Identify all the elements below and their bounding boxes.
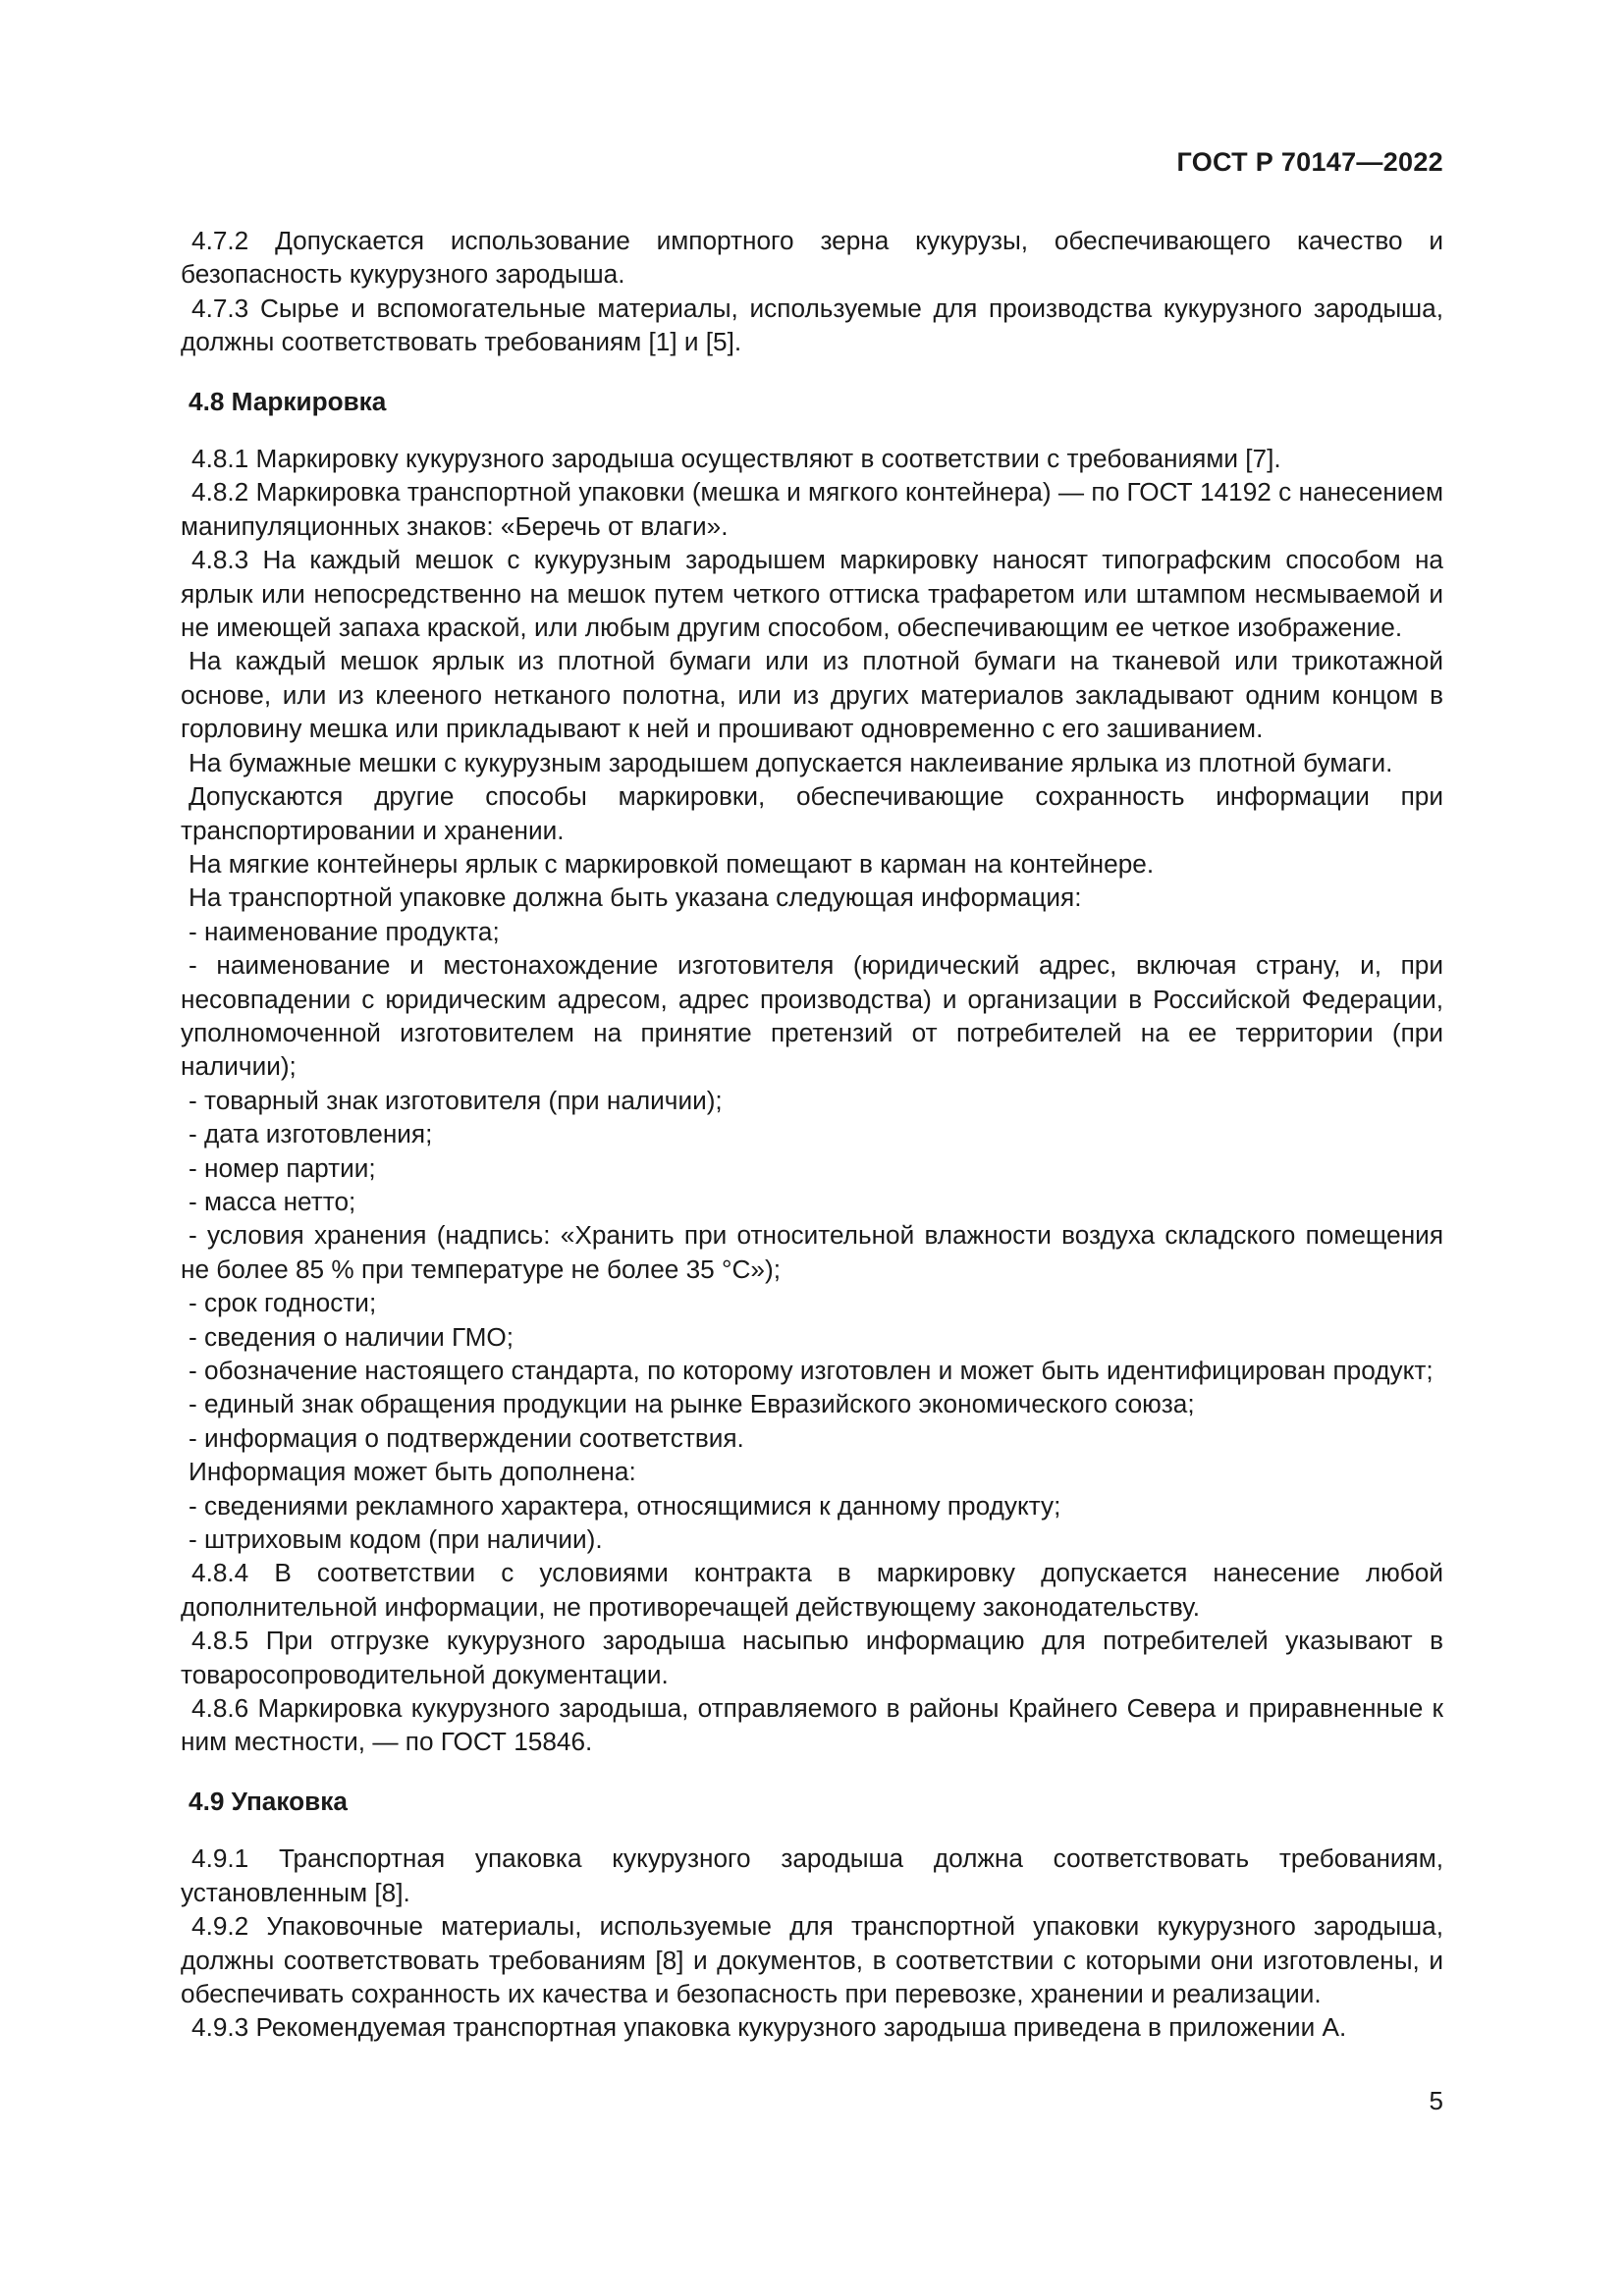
paragraph: Допускаются другие способы маркировки, обеспечивающие сохранность информации при транспортировании и хранении. [181, 781, 1443, 845]
paragraph: Информация может быть дополнена: [189, 1457, 636, 1487]
list-item: - единый знак обращения продукции на рынке Евразийского экономического союза; [189, 1389, 1195, 1419]
list-item: - наименование и местонахождение изготовителя (юридический адрес, включая страну, и, при несовпадении с юридическим адресом, адрес производства) и организации в Российской Федерации, уполномоченной изготовителем на принятие претензий от потребителей на ее территории (при наличии); [181, 950, 1443, 1082]
clause-4-8-6: 4.8.6 Маркировка кукурузного зародыша, отправляемого в районы Крайнего Севера и приравненные к ним местности, — по ГОСТ 15846. [181, 1693, 1443, 1757]
clause-4-7-2: 4.7.2 Допускается использование импортного зерна кукурузы, обеспечивающего качество и безопасность кукурузного зародыша. [181, 226, 1443, 290]
list-item: - обозначение настоящего стандарта, по которому изготовлен и может быть идентифицирован продукт; [189, 1356, 1434, 1385]
list-item: - условия хранения (надпись: «Хранить при относительной влажности воздуха складского помещения не более 85 % при температуре не более 35 °С»); [181, 1220, 1443, 1284]
clause-4-8-3: 4.8.3 На каждый мешок с кукурузным зародышем маркировку наносят типографским способом на ярлык или непосредственно на мешок путем четкого оттиска трафаретом или штампом несмываемой и не имеющей запаха краской, или любым другим способом, обеспечивающим ее четкое изображение. [181, 545, 1443, 643]
paragraph: На каждый мешок ярлык из плотной бумаги или из плотной бумаги на тканевой или трикотажной основе, или из клееного нетканого полотна, или из других материалов закладывают одним концом в горловину мешка или прикладывают к ней и прошивают одновременно с его зашиванием. [181, 646, 1443, 744]
paragraph: На бумажные мешки с кукурузным зародышем допускается наклеивание ярлыка из плотной бумаги. [189, 747, 1393, 777]
list-item: - масса нетто; [189, 1186, 356, 1216]
section-heading-4-8: 4.8 Маркировка [189, 386, 387, 416]
clause-4-8-5: 4.8.5 При отгрузке кукурузного зародыша насыпью информацию для потребителей указывают в товаросопроводительной документации. [181, 1626, 1443, 1689]
page-content [181, 224, 1443, 2045]
list-item: - информация о подтверждении соответствия. [189, 1422, 744, 1453]
section-heading-4-9: 4.9 Упаковка [189, 1786, 348, 1816]
clause-4-9-1: 4.9.1 Транспортная упаковка кукурузного зародыша должна соответствовать требованиям, установленным [8]. [181, 1843, 1443, 1907]
clause-4-8-4: 4.8.4 В соответствии с условиями контракта в маркировку допускается нанесение любой дополнительной информации, не противоречащей действующему законодательству. [181, 1558, 1443, 1622]
list-item: - сведения о наличии ГМО; [189, 1321, 514, 1352]
clause-4-8-1: 4.8.1 Маркировку кукурузного зародыша осуществляют в соответствии с требованиями [7]. [191, 444, 1281, 474]
list-item: - сведениями рекламного характера, относящимися к данному продукту; [189, 1490, 1061, 1521]
list-item: - товарный знак изготовителя (при наличии); [189, 1085, 723, 1115]
paragraph: На мягкие контейнеры ярлык с маркировкой помещают в карман на контейнере. [189, 848, 1155, 879]
list-item: - штриховым кодом (при наличии). [189, 1524, 603, 1555]
paragraph: На транспортной упаковке должна быть указана следующая информация: [189, 882, 1082, 913]
document-code: ГОСТ Р 70147—2022 [1176, 147, 1443, 177]
list-item: - срок годности; [189, 1288, 377, 1318]
page-number: 5 [1429, 2086, 1443, 2115]
clause-4-8-2: 4.8.2 Маркировка транспортной упаковки (мешка и мягкого контейнера) — по ГОСТ 14192 с нанесением манипуляционных знаков: «Беречь от влаги». [181, 477, 1443, 541]
clause-4-7-3: 4.7.3 Сырье и вспомогательные материалы, используемые для производства кукурузного зародыша, должны соответствовать требованиям [1] и [5]. [181, 293, 1443, 357]
list-item: - наименование продукта; [189, 916, 500, 946]
list-item: - номер партии; [189, 1152, 376, 1183]
clause-4-9-2: 4.9.2 Упаковочные материалы, используемые для транспортной упаковки кукурузного зародыша, должны соответствовать требованиям [8] и документов, в соответствии с которыми они изготовлены, и обеспечивать сохранность их качества и безопасность при перевозке, хранении и реализации. [181, 1911, 1443, 2008]
list-item: - дата изготовления; [189, 1119, 433, 1149]
clause-4-9-3: 4.9.3 Рекомендуемая транспортная упаковка кукурузного зародыша приведена в приложении А. [191, 2012, 1347, 2043]
